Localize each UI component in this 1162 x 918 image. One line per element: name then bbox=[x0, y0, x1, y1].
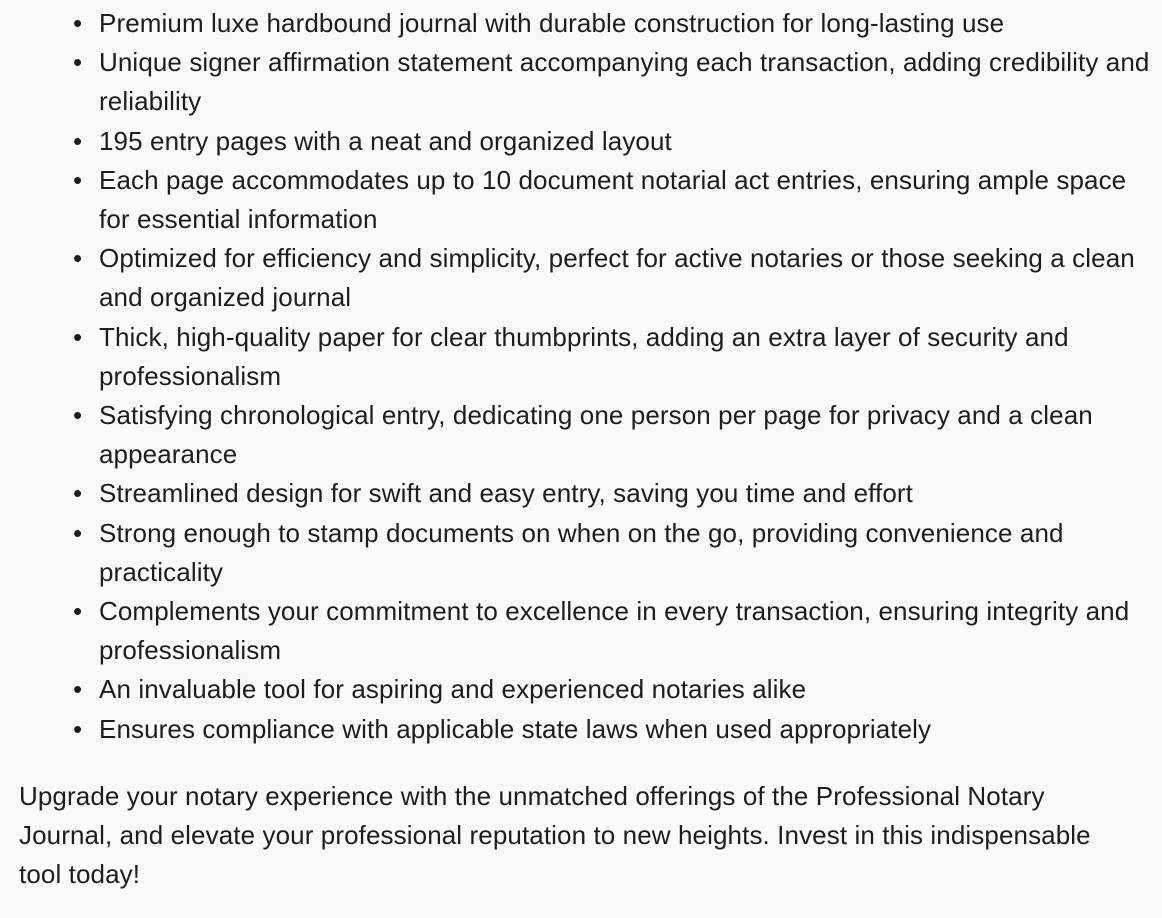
list-item-text: Satisfying chronological entry, dedicating one person per page for privacy and a clean appearance bbox=[99, 400, 1093, 470]
bullet-icon: • bbox=[73, 674, 83, 705]
document-body bbox=[19, 4, 1159, 894]
list-item-text: Ensures compliance with applicable state laws when used appropriately bbox=[99, 713, 932, 744]
list-item-text: 195 entry pages with a neat and organized layout bbox=[99, 125, 672, 156]
list-item bbox=[73, 710, 1159, 749]
bullet-icon: • bbox=[73, 125, 83, 156]
list-item bbox=[73, 239, 1159, 317]
list-item-text: An invaluable tool for aspiring and experienced notaries alike bbox=[99, 674, 807, 705]
bullet-icon: • bbox=[73, 164, 83, 195]
bullet-icon: • bbox=[73, 8, 83, 38]
list-item bbox=[73, 670, 1159, 709]
bullet-icon: • bbox=[73, 47, 83, 78]
bullet-icon: • bbox=[73, 243, 83, 274]
list-item bbox=[73, 43, 1159, 121]
list-item bbox=[73, 396, 1159, 474]
list-item bbox=[73, 474, 1159, 513]
bullet-icon: • bbox=[73, 321, 83, 352]
list-item bbox=[73, 122, 1159, 161]
feature-list bbox=[19, 4, 1159, 749]
list-item bbox=[73, 592, 1159, 670]
list-item bbox=[73, 318, 1159, 396]
bullet-icon: • bbox=[73, 713, 83, 744]
list-item-text: Optimized for efficiency and simplicity, perfect for active notaries or those seeking a clean and organized journal bbox=[99, 243, 1135, 313]
list-item-text: Strong enough to stamp documents on when on the go, providing convenience and practicality bbox=[99, 517, 1064, 587]
list-item-text: Streamlined design for swift and easy entry, saving you time and effort bbox=[99, 478, 914, 509]
list-item bbox=[73, 161, 1159, 239]
list-item-text: Thick, high-quality paper for clear thumbprints, adding an extra layer of security and professionalism bbox=[99, 321, 1069, 391]
list-item bbox=[73, 4, 1159, 43]
list-item-text: Unique signer affirmation statement accompanying each transaction, adding credibility and reliability bbox=[99, 47, 1150, 117]
list-item-text: Complements your commitment to excellence in every transaction, ensuring integrity and professionalism bbox=[99, 596, 1130, 666]
list-item-text: Each page accommodates up to 10 document notarial act entries, ensuring ample space for essential information bbox=[99, 164, 1127, 235]
bullet-icon: • bbox=[73, 596, 83, 627]
closing-paragraph: Upgrade your notary experience with the unmatched offerings of the Professional Notary Journal, and elevate your professional reputation to new heights. Invest in this indispensable tool today! bbox=[19, 780, 1091, 890]
bullet-icon: • bbox=[73, 400, 83, 431]
bullet-icon: • bbox=[73, 517, 83, 548]
list-item-text: Premium luxe hardbound journal with durable construction for long-lasting use bbox=[99, 8, 1005, 38]
list-item bbox=[73, 514, 1159, 592]
bullet-icon: • bbox=[73, 478, 83, 509]
